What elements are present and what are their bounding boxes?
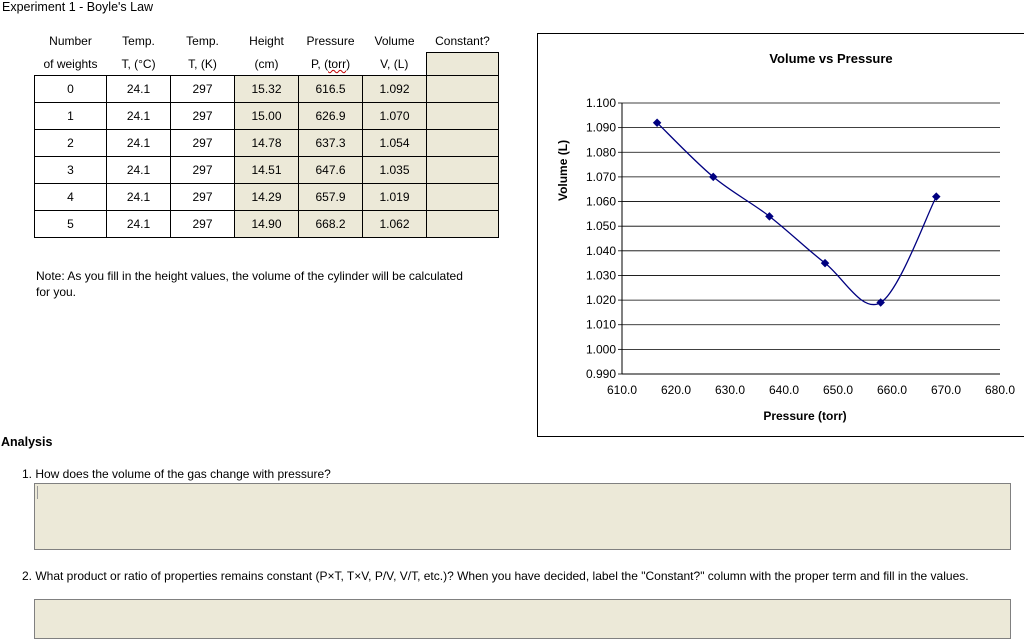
cell-temp-c: 24.1 bbox=[107, 130, 171, 157]
x-tick-label: 650.0 bbox=[822, 383, 854, 397]
chart-area bbox=[537, 33, 1024, 437]
series-line bbox=[657, 123, 936, 305]
y-tick-label: 1.070 bbox=[585, 169, 616, 184]
header-constant: Constant? bbox=[435, 34, 490, 48]
header-temp-c: Temp. bbox=[122, 34, 155, 49]
cell-temp-c: 24.1 bbox=[107, 184, 171, 211]
header-pressure: Pressure bbox=[306, 34, 355, 49]
cell-height[interactable]: 14.78 bbox=[235, 130, 299, 157]
torr-unit: torr bbox=[328, 56, 347, 71]
y-tick-label: 1.050 bbox=[585, 219, 616, 234]
subheader-temp-k: T, (K) bbox=[188, 56, 217, 71]
cell-volume: 1.092 bbox=[363, 76, 427, 103]
table-row bbox=[35, 157, 499, 184]
subheader-volume: V, (L) bbox=[380, 56, 409, 71]
cell-pressure: 668.2 bbox=[299, 211, 363, 238]
volume-vs-pressure-chart bbox=[538, 34, 1024, 438]
x-tick-label: 630.0 bbox=[714, 383, 746, 397]
cell-pressure: 616.5 bbox=[299, 76, 363, 103]
cell-temp-c: 24.1 bbox=[107, 103, 171, 130]
cell-volume: 1.035 bbox=[363, 157, 427, 184]
y-tick-label: 0.990 bbox=[585, 367, 616, 381]
cell-number: 3 bbox=[35, 157, 107, 184]
header-number: Number bbox=[49, 34, 92, 49]
cell-height[interactable]: 14.90 bbox=[235, 211, 299, 238]
analysis-heading: Analysis bbox=[1, 435, 53, 449]
cell-number: 1 bbox=[35, 103, 107, 130]
data-table bbox=[34, 30, 499, 238]
x-tick-label: 620.0 bbox=[660, 383, 692, 397]
x-axis-label: Pressure (torr) bbox=[763, 409, 847, 423]
cell-number: 0 bbox=[35, 76, 107, 103]
subheader-pressure bbox=[299, 53, 363, 76]
cell-number: 4 bbox=[35, 184, 107, 211]
y-tick-label: 1.090 bbox=[585, 120, 616, 135]
answer-1-field[interactable] bbox=[34, 483, 1011, 550]
cell-temp-k: 297 bbox=[171, 211, 235, 238]
cell-pressure: 657.9 bbox=[299, 184, 363, 211]
question-1: 1. How does the volume of the gas change with pressure? bbox=[22, 467, 331, 481]
cell-temp-c: 24.1 bbox=[107, 211, 171, 238]
cell-height[interactable]: 14.29 bbox=[235, 184, 299, 211]
y-tick-label: 1.010 bbox=[585, 317, 616, 332]
cell-constant[interactable] bbox=[427, 103, 499, 130]
cell-temp-k: 297 bbox=[171, 157, 235, 184]
x-tick-label: 610.0 bbox=[606, 383, 638, 397]
question-2: 2. What product or ratio of properties remains constant (P×T, T×V, P/V, V/T, etc.)? When you have decided, label the "Constant?" column with the proper term and fill in the values. bbox=[22, 569, 969, 583]
cell-pressure: 626.9 bbox=[299, 103, 363, 130]
table-row bbox=[35, 130, 499, 157]
data-point bbox=[932, 192, 940, 200]
table-row bbox=[35, 103, 499, 130]
cell-constant[interactable] bbox=[427, 211, 499, 238]
cell-height[interactable]: 15.00 bbox=[235, 103, 299, 130]
subheader-temp-c: T, (°C) bbox=[121, 56, 156, 71]
text-caret bbox=[37, 486, 38, 499]
x-tick-label: 670.0 bbox=[930, 383, 962, 397]
header-temp-k: Temp. bbox=[186, 34, 219, 49]
y-tick-label: 1.040 bbox=[585, 243, 616, 258]
y-axis-label: Volume (L) bbox=[556, 139, 570, 202]
cell-temp-k: 297 bbox=[171, 76, 235, 103]
y-tick-label: 1.060 bbox=[585, 194, 616, 209]
table-header-row bbox=[35, 30, 499, 53]
y-tick-label: 1.030 bbox=[585, 268, 616, 283]
cell-temp-k: 297 bbox=[171, 130, 235, 157]
x-tick-label: 660.0 bbox=[876, 383, 908, 397]
cell-number: 2 bbox=[35, 130, 107, 157]
table-row bbox=[35, 184, 499, 211]
cell-constant[interactable] bbox=[427, 184, 499, 211]
subheader-number: of weights bbox=[43, 56, 98, 71]
table-row bbox=[35, 211, 499, 238]
subheader-height: (cm) bbox=[254, 56, 279, 71]
cell-constant[interactable] bbox=[427, 130, 499, 157]
cell-volume: 1.019 bbox=[363, 184, 427, 211]
cell-number: 5 bbox=[35, 211, 107, 238]
constant-header-cell[interactable] bbox=[427, 53, 499, 76]
cell-temp-k: 297 bbox=[171, 184, 235, 211]
y-tick-label: 1.000 bbox=[585, 342, 616, 357]
table-row bbox=[35, 76, 499, 103]
pressure-unit-prefix: P, ( bbox=[310, 56, 329, 71]
page-title: Experiment 1 - Boyle's Law bbox=[2, 0, 154, 14]
cell-constant[interactable] bbox=[427, 157, 499, 184]
table-subheader-row bbox=[35, 53, 499, 76]
cell-volume: 1.062 bbox=[363, 211, 427, 238]
cell-constant[interactable] bbox=[427, 76, 499, 103]
header-volume: Volume bbox=[374, 34, 415, 49]
y-tick-label: 1.100 bbox=[585, 96, 616, 110]
note-text: Note: As you fill in the height values, the volume of the cylinder will be calculated for you. bbox=[36, 269, 463, 299]
cell-volume: 1.054 bbox=[363, 130, 427, 157]
cell-height[interactable]: 15.32 bbox=[235, 76, 299, 103]
x-tick-label: 640.0 bbox=[768, 383, 800, 397]
cell-volume: 1.070 bbox=[363, 103, 427, 130]
cell-pressure: 637.3 bbox=[299, 130, 363, 157]
answer-2-field[interactable] bbox=[34, 599, 1011, 639]
cell-temp-c: 24.1 bbox=[107, 76, 171, 103]
x-tick-label: 680.0 bbox=[984, 383, 1016, 397]
cell-temp-c: 24.1 bbox=[107, 157, 171, 184]
cell-temp-k: 297 bbox=[171, 103, 235, 130]
header-height: Height bbox=[249, 34, 284, 49]
y-tick-label: 1.020 bbox=[585, 293, 616, 308]
cell-pressure: 647.6 bbox=[299, 157, 363, 184]
y-tick-label: 1.080 bbox=[585, 145, 616, 160]
pressure-unit-suffix: ) bbox=[346, 56, 351, 71]
cell-height[interactable]: 14.51 bbox=[235, 157, 299, 184]
chart-title: Volume vs Pressure bbox=[769, 51, 893, 66]
